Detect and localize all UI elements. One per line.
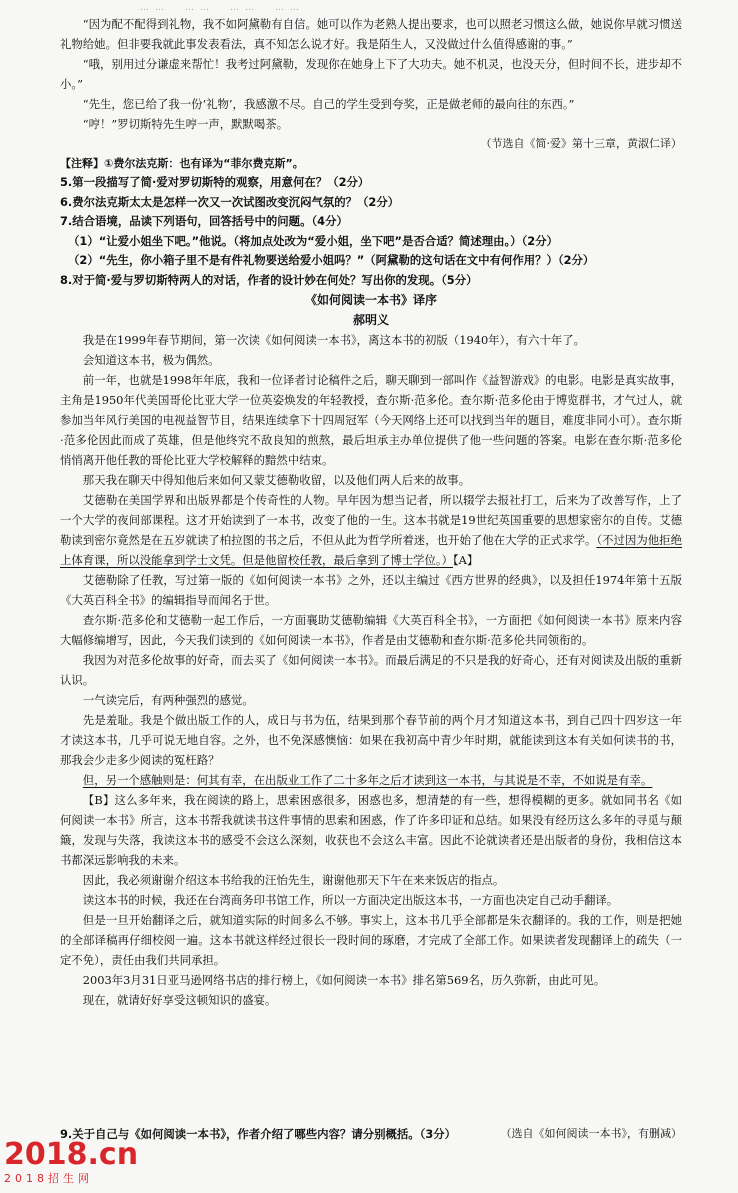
article-paragraph: 现在，就请好好享受这顿知识的盛宴。 xyxy=(82,993,277,1007)
article-paragraph: 查尔斯·范多伦和艾德勒一起工作后，一方面襄助艾德勒编辑《大英百科全书》，一方面把《如何阅读一本书》原来内容大幅修编增写，因此，今天我们读到的《如何阅读一本书》，作者是由艾德勒和查尔斯·范多伦共同领衔的。 xyxy=(60,613,682,647)
question-8: 8.对于简·爱与罗切斯特两人的对话，作者的设计妙在何处？写出你的发现。（5分） xyxy=(60,272,478,287)
question-7: 7.结合语境，品读下列语句，回答括号中的问题。（4分） xyxy=(60,214,348,228)
paragraph-top-1: “因为配不配得到礼物，我不如阿黛勒有自信。她可以作为老熟人提出要求，也可以照老习惯这么做，她说你早就习惯送礼物给她。但非要我就此事发表看法，真不知怎么说才好。我是陌生人，又没做过什么值得感谢的事。” xyxy=(60,17,682,51)
article-paragraph: 但是一旦开始翻译之后，就知道实际的时间多么不够。事实上，这本书几乎全部都是朱衣翻译的。我的工作，则是把她的全部译稿再仔细校阅一遍。这本书就这样经过很长一段时间的琢磨，才完成了全部工作。如果读者发现翻译上的疏失（一定不免），责任由我们共同承担。 xyxy=(60,913,682,967)
watermark-subtitle: 2018招生网 xyxy=(4,1172,93,1185)
article-paragraph: 读这本书的时候，我还在台湾商务印书馆工作，所以一方面决定出版这本书，一方面也决定自己动手翻译。 xyxy=(82,893,619,907)
article-paragraph: 会知道这本书，极为偶然。 xyxy=(82,353,220,367)
article-paragraph: 2003年3月31日亚马逊网络书店的排行榜上，《如何阅读一本书》排名第569名，历久弥新，由此可见。 xyxy=(82,973,606,987)
underlined-paragraph: 但，另一个感触则是：何其有幸，在出版业工作了二十多年之后才读到这一本书，与其说是不幸，不如说是有幸。 xyxy=(82,773,653,787)
article-paragraph: 艾德勒除了任教，写过第一版的《如何阅读一本书》之外，还以主编过《西方世界的经典》，以及担任1974年第十五版《大英百科全书》的编辑指导而闻名于世。 xyxy=(60,573,682,607)
article-paragraph: 因此，我必须谢谢介绍这本书给我的汪怡先生，谢谢他那天下午在来来饭店的指点。 xyxy=(82,873,505,887)
article-paragraph: 前一年，也就是1998年年底，我和一位译者讨论稿件之后，聊天聊到一部叫作《益智游戏》的电影。电影是真实故事，主角是1950年代美国哥伦比亚大学一位英姿焕发的年轻教授，查尔斯·范多伦。查尔斯·范多伦由于博览群书，才气过人，就参加当年风行美国的电视益智节目，结果连续拿下十四周冠军（今天网络上还可以找到当年的题目，难度非同小可）。查尔斯·范多伦因此而成了英雄，但是他终究不敌良知的煎熬，最后坦承主办单位提供了他一些问题的答案。电影在查尔斯·范多伦悄悄离开他任教的哥伦比亚大学校解释的黯然中结束。 xyxy=(60,373,682,467)
source-citation-article: （选自《如何阅读一本书》，有删减） xyxy=(500,1127,682,1140)
paragraph-top-3: “先生，您已给了我一份‘礼物’，我感激不尽。自己的学生受到夸奖，正是做老师的最向往的东西。” xyxy=(82,97,575,111)
paragraph-top-4: “哼！”罗切斯特先生哼一声，默默喝茶。 xyxy=(82,117,289,131)
article-text: 艾德勒在美国学界和出版界都是个传奇性的人物。早年因为想当记者，所以辍学去报社打工，后来为了改善写作，上了一个大学的夜间部课程。这才开始读到了一本书，改变了他的一生。这本书就是19世纪英国重要的思想家密尔的自传。艾德勒读到密尔竟然是在五岁就读了柏拉图的书之后，不但从此为哲学所着迷，也开始了他在大学的正式求学。 xyxy=(60,493,682,547)
question-6: 6.费尔法克斯太太是怎样一次又一次试图改变沉闷气氛的？（2分） xyxy=(60,194,400,209)
paragraph-top-2: “哦，别用过分谦虚来帮忙！我考过阿黛勒，发现你在她身上下了大功夫。她不机灵，也没天分，但时间不长，进步却不小。” xyxy=(60,57,682,91)
article-paragraph: 【B】这么多年来，我在阅读的路上，思索困惑很多，困惑也多，想清楚的有一些，想得模糊的更多。就如同书名《如何阅读一本书》所言，这本书帮我就读书这件事情的思索和困惑，作了许多印证和总结。如果没有经历这么多年的寻觅与颠簸，发现与失落，我读这本书的感受不会这么深刻，收获也不会这么丰富。因此不论就读者还是出版者的身份，我相信这本书都深远影响我的未来。 xyxy=(60,793,682,867)
watermark-domain: cn xyxy=(98,1137,139,1172)
article-paragraph: 一气读完后，有两种强烈的感觉。 xyxy=(82,693,254,707)
content-column xyxy=(60,14,682,1010)
annotation-note: 【注释】①费尔法克斯：也有译为“菲尔费克斯”。 xyxy=(60,157,304,170)
question-9: 9.关于自己与《如何阅读一本书》，作者介绍了哪些内容？请分别概括。（3分） xyxy=(60,1127,457,1141)
watermark-year: 2018 xyxy=(4,1137,88,1172)
article-paragraph: 先是羞耻。我是个做出版工作的人，成日与书为伍，结果到那个春节前的两个月才知道这本书，到自己四十四岁这一年才读这本书，几乎可说无地自容。之外，也不免深感懊恼：如果在我初高中青少年时期，就能读到这本有关如何读书的书，那我会少走多少阅读的冤枉路？ xyxy=(60,713,682,767)
underlined-sentence: （不过因为他拒绝上体育课，所以没能拿到学士文凭。但是他留校任教，最后拿到了博士学位。） xyxy=(60,533,682,567)
marker-a: 【A】 xyxy=(452,553,479,567)
article-title: 《如何阅读一本书》译序 xyxy=(304,293,437,307)
article-paragraph: 那天我在聊天中得知他后来如何又蒙艾德勒收留，以及他们两人后来的故事。 xyxy=(82,473,471,487)
source-citation-jane-eyre: （节选自《简·爱》第十三章，黄淑仁译） xyxy=(480,137,682,150)
article-paragraph xyxy=(60,490,682,570)
watermark-main xyxy=(4,1138,164,1172)
page-header-strip: …… …… …… …… xyxy=(140,3,306,10)
question-7-1: （1）“让爱小姐坐下吧。”他说。（将加点处改为“爱小姐，坐下吧”是否合适？简述理由。）（2分） xyxy=(68,233,559,248)
article-paragraph: 我因为对范多伦故事的好奇，而去买了《如何阅读一本书》。而最后满足的不只是我的好奇心，还有对阅读及出版的重新认识。 xyxy=(60,653,682,687)
article-paragraph: 我是在1999年春节期间，第一次读《如何阅读一本书》，离这本书的初版（1940年），有六十年了。 xyxy=(82,333,586,347)
watermark-dot: . xyxy=(87,1137,99,1172)
question-7-2: （2）“先生，你小箱子里不是有件礼物要送给爱小姐吗？”（阿黛勒的这句话在文中有何作用？）（2分） xyxy=(68,253,595,267)
watermark-logo xyxy=(4,1138,164,1192)
question-5: 5.第一段描写了简·爱对罗切斯特的观察，用意何在？（2分） xyxy=(60,175,370,189)
article-author: 郝明义 xyxy=(352,313,389,327)
